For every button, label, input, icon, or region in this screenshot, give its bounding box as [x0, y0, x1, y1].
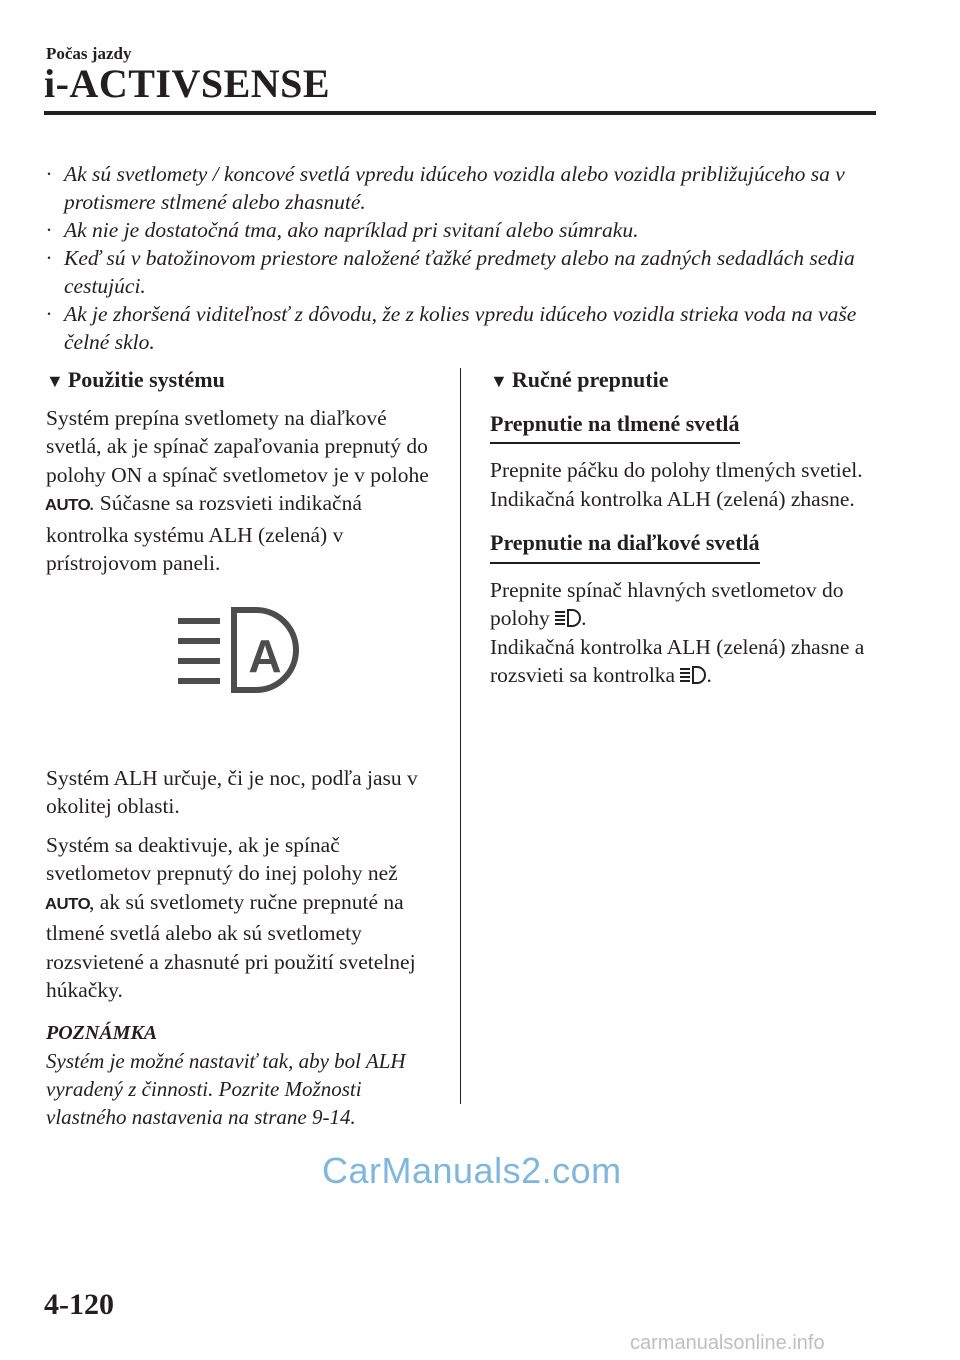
high-beam-paragraph: Prepnite spínač hlavných svetlometov do polohy .: [490, 577, 844, 630]
bullet-icon: ·: [46, 302, 52, 326]
deactivation-paragraph: Systém sa deaktivuje, ak je spínač svetlometov prepnutý do inej polohy než AUTO, ak sú svetlomety ručne prepnuté na tlmené svetlá alebo ak sú svetlomety rozsvietené a zhasnuté pri použití svetelnej húkačky.: [44, 832, 416, 1002]
triangle-icon: ▼: [490, 371, 508, 391]
header-rule: [44, 111, 876, 115]
footer-site-url: carmanualsonline.info: [630, 1332, 825, 1354]
list-item: · Ak nie je dostatočná tma, ako napríklad pri svitaní alebo súmraku.: [46, 218, 639, 242]
svg-text:A: A: [248, 629, 282, 682]
page-number: 4-120: [44, 1288, 114, 1321]
triangle-icon: ▼: [46, 371, 64, 391]
usage-paragraph: Systém prepína svetlomety na diaľkové svetlá, ak je spínač zapaľovania prepnutý do polohy ON a spínač svetlometov je v polohe AUTO. Súčasne sa rozsvieti indikačná kontrolka systému ALH (zelená) v prístrojovom paneli.: [44, 405, 429, 575]
section-heading-manual: ▼ Ručné prepnutie: [490, 366, 890, 396]
left-column: [46, 366, 446, 1131]
auto-icon: AUTO: [44, 497, 91, 514]
list-item: · Ak sú svetlomety / koncové svetlá vpredu idúceho vozidla alebo vozidla približujúceho sa v protismere stlmené alebo zhasnuté.: [46, 162, 845, 214]
condition-list: [46, 160, 886, 356]
list-item: · Keď sú v batožinovom priestore naložené ťažké predmety alebo na zadných sedadlách sedia cestujúci.: [46, 246, 855, 298]
bullet-icon: ·: [46, 162, 52, 186]
subheading-low-beam: Prepnutie na tlmené svetlá: [490, 410, 740, 445]
high-beam-indicator-paragraph: Indikačná kontrolka ALH (zelená) zhasne a rozsvieti sa kontrolka .: [490, 634, 865, 687]
right-column: [490, 366, 890, 700]
low-beam-paragraph: Prepnite páčku do polohy tlmených svetiel.: [490, 458, 863, 482]
chapter-title: i-ACTIVSENSE: [44, 61, 331, 106]
subheading-high-beam: Prepnutie na diaľkové svetlá: [490, 529, 760, 564]
alh-indicator-icon: [176, 604, 306, 696]
section-heading-usage: ▼ Použitie systému: [46, 366, 446, 396]
bullet-icon: ·: [46, 218, 52, 242]
high-beam-icon: [555, 609, 581, 627]
breadcrumb: Počas jazdy: [46, 44, 132, 63]
alh-indicator-figure: [46, 594, 446, 744]
auto-icon: AUTO: [44, 895, 91, 913]
watermark: CarManuals2.com: [322, 1150, 622, 1191]
column-divider: [460, 368, 461, 1104]
note-heading: POZNÁMKA: [46, 1021, 158, 1044]
list-item: · Ak je zhoršená viditeľnosť z dôvodu, že z kolies vpredu idúceho vozidla strieka voda na vaše čelné sklo.: [46, 302, 857, 354]
high-beam-icon: [680, 666, 706, 684]
bullet-icon: ·: [46, 246, 52, 270]
low-beam-indicator-paragraph: Indikačná kontrolka ALH (zelená) zhasne.: [490, 486, 855, 511]
note-text: Systém je možné nastaviť tak, aby bol ALH vyradený z činnosti. Pozrite Možnosti vlastného nastavenia na strane 9-14.: [46, 1049, 406, 1129]
alh-night-paragraph: Systém ALH určuje, či je noc, podľa jasu v okolitej oblasti.: [46, 765, 418, 818]
